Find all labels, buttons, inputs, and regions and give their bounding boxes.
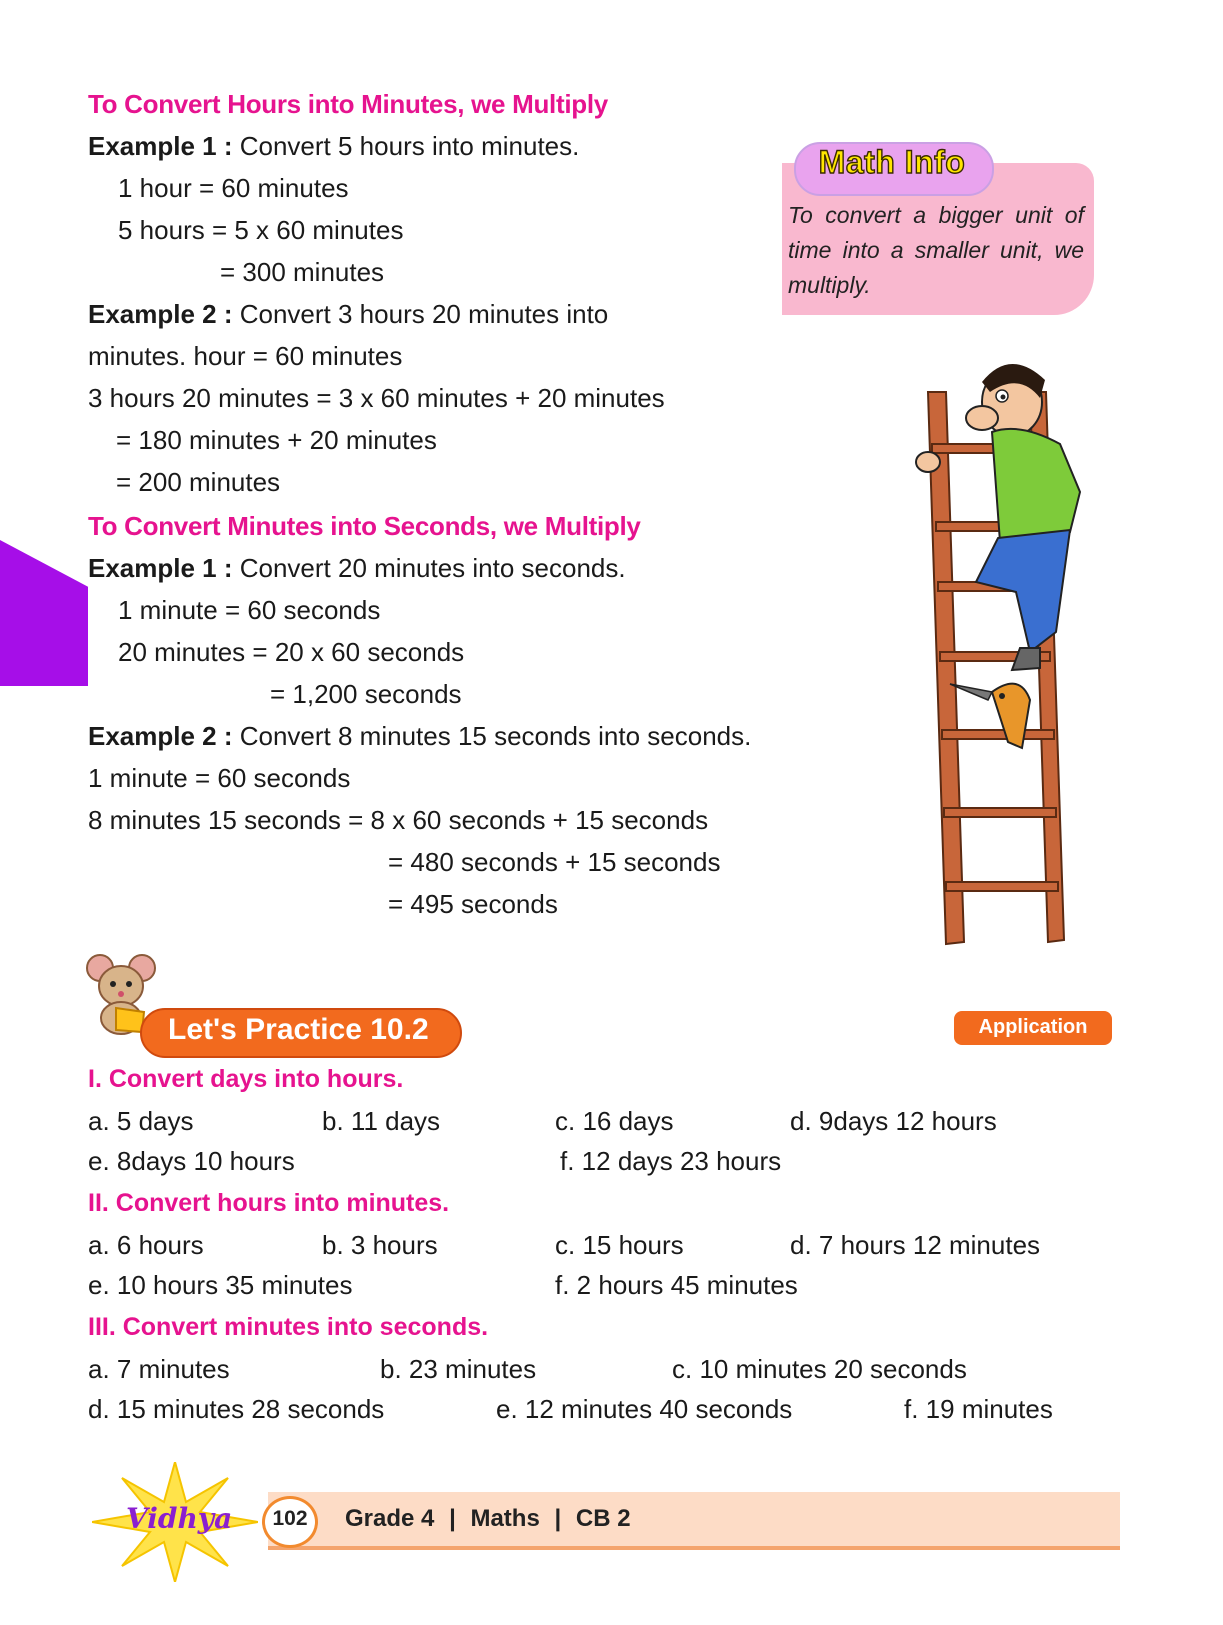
- footer-underline: [268, 1546, 1120, 1550]
- question-heading: II. Convert hours into minutes.: [88, 1189, 450, 1217]
- side-tab-decoration: [0, 540, 88, 686]
- example-text: Convert 8 minutes 15 seconds into seconds.: [232, 721, 752, 751]
- page-number: 102: [272, 1507, 308, 1530]
- section-heading-minutes-to-seconds: To Convert Minutes into Seconds, we Multiply: [88, 511, 641, 541]
- example-label: Example 1 :: [88, 553, 233, 583]
- question-item: a. 5 days: [88, 1106, 194, 1136]
- math-info-text: To convert a bigger unit of time into a smaller unit, we multiply.: [788, 202, 1084, 298]
- vidhya-logo-text: Vidhya: [126, 1502, 233, 1535]
- footer-subject: Maths: [470, 1505, 540, 1532]
- work-line: = 480 seconds + 15 seconds: [388, 847, 721, 877]
- question-item: f. 19 minutes: [904, 1394, 1053, 1424]
- section-heading-hours-to-minutes: To Convert Hours into Minutes, we Multiply: [88, 89, 608, 119]
- work-line: 8 minutes 15 seconds = 8 x 60 seconds + 15 seconds: [88, 805, 709, 835]
- example-line: [88, 131, 579, 162]
- question-item: d. 15 minutes 28 seconds: [88, 1394, 385, 1424]
- question-item: c. 10 minutes 20 seconds: [672, 1354, 967, 1384]
- question-item: f. 2 hours 45 minutes: [555, 1270, 798, 1300]
- work-line: = 1,200 seconds: [270, 679, 462, 709]
- question-item: c. 15 hours: [555, 1230, 684, 1260]
- question-heading: III. Convert minutes into seconds.: [88, 1313, 489, 1341]
- question-heading: I. Convert days into hours.: [88, 1065, 404, 1093]
- application-badge-label: Application: [978, 1016, 1088, 1038]
- question-item: b. 11 days: [322, 1106, 441, 1136]
- question-item: a. 6 hours: [88, 1230, 204, 1260]
- question-item: d. 9days 12 hours: [790, 1106, 997, 1136]
- work-line: = 180 minutes + 20 minutes: [116, 425, 437, 455]
- man-on-ladder-illustration: [880, 352, 1116, 962]
- example-line: [88, 553, 626, 584]
- work-line: 5 hours = 5 x 60 minutes: [118, 215, 404, 245]
- work-line: = 495 seconds: [388, 889, 558, 919]
- work-line: = 200 minutes: [116, 467, 281, 497]
- practice-title: Let's Practice 10.2: [168, 1013, 429, 1046]
- question-item: e. 10 hours 35 minutes: [88, 1270, 353, 1300]
- example-label: Example 2 :: [88, 299, 233, 329]
- footer-book: CB 2: [575, 1505, 631, 1532]
- footer-book-info: [345, 1505, 631, 1533]
- footer-separator: |: [554, 1505, 562, 1532]
- question-item: e. 8days 10 hours: [88, 1146, 295, 1176]
- question-item: a. 7 minutes: [88, 1354, 230, 1384]
- example-label: Example 1 :: [88, 131, 233, 161]
- work-line: 1 hour = 60 minutes: [118, 173, 349, 203]
- question-item: f. 12 days 23 hours: [560, 1146, 782, 1176]
- footer-grade: Grade 4: [345, 1505, 435, 1532]
- work-line: 3 hours 20 minutes = 3 x 60 minutes + 20 minutes: [88, 383, 665, 413]
- example-text: Convert 3 hours 20 minutes into: [232, 299, 609, 329]
- question-item: c. 16 days: [555, 1106, 674, 1136]
- work-line: 1 minute = 60 seconds: [118, 595, 381, 625]
- work-line: 20 minutes = 20 x 60 seconds: [118, 637, 465, 667]
- example-line: [88, 721, 751, 752]
- example-line: [88, 299, 608, 330]
- work-line: 1 minute = 60 seconds: [88, 763, 351, 793]
- question-item: d. 7 hours 12 minutes: [790, 1230, 1041, 1260]
- work-line: = 300 minutes: [220, 257, 385, 287]
- math-info-title: Math Info: [818, 144, 966, 180]
- footer-separator: |: [449, 1505, 456, 1532]
- work-line: minutes. hour = 60 minutes: [88, 341, 403, 371]
- question-item: b. 3 hours: [322, 1230, 438, 1260]
- example-label: Example 2 :: [88, 721, 233, 751]
- example-text: Convert 20 minutes into seconds.: [232, 553, 626, 583]
- question-item: e. 12 minutes 40 seconds: [496, 1394, 793, 1424]
- question-item: b. 23 minutes: [380, 1354, 537, 1384]
- example-text: Convert 5 hours into minutes.: [232, 131, 580, 161]
